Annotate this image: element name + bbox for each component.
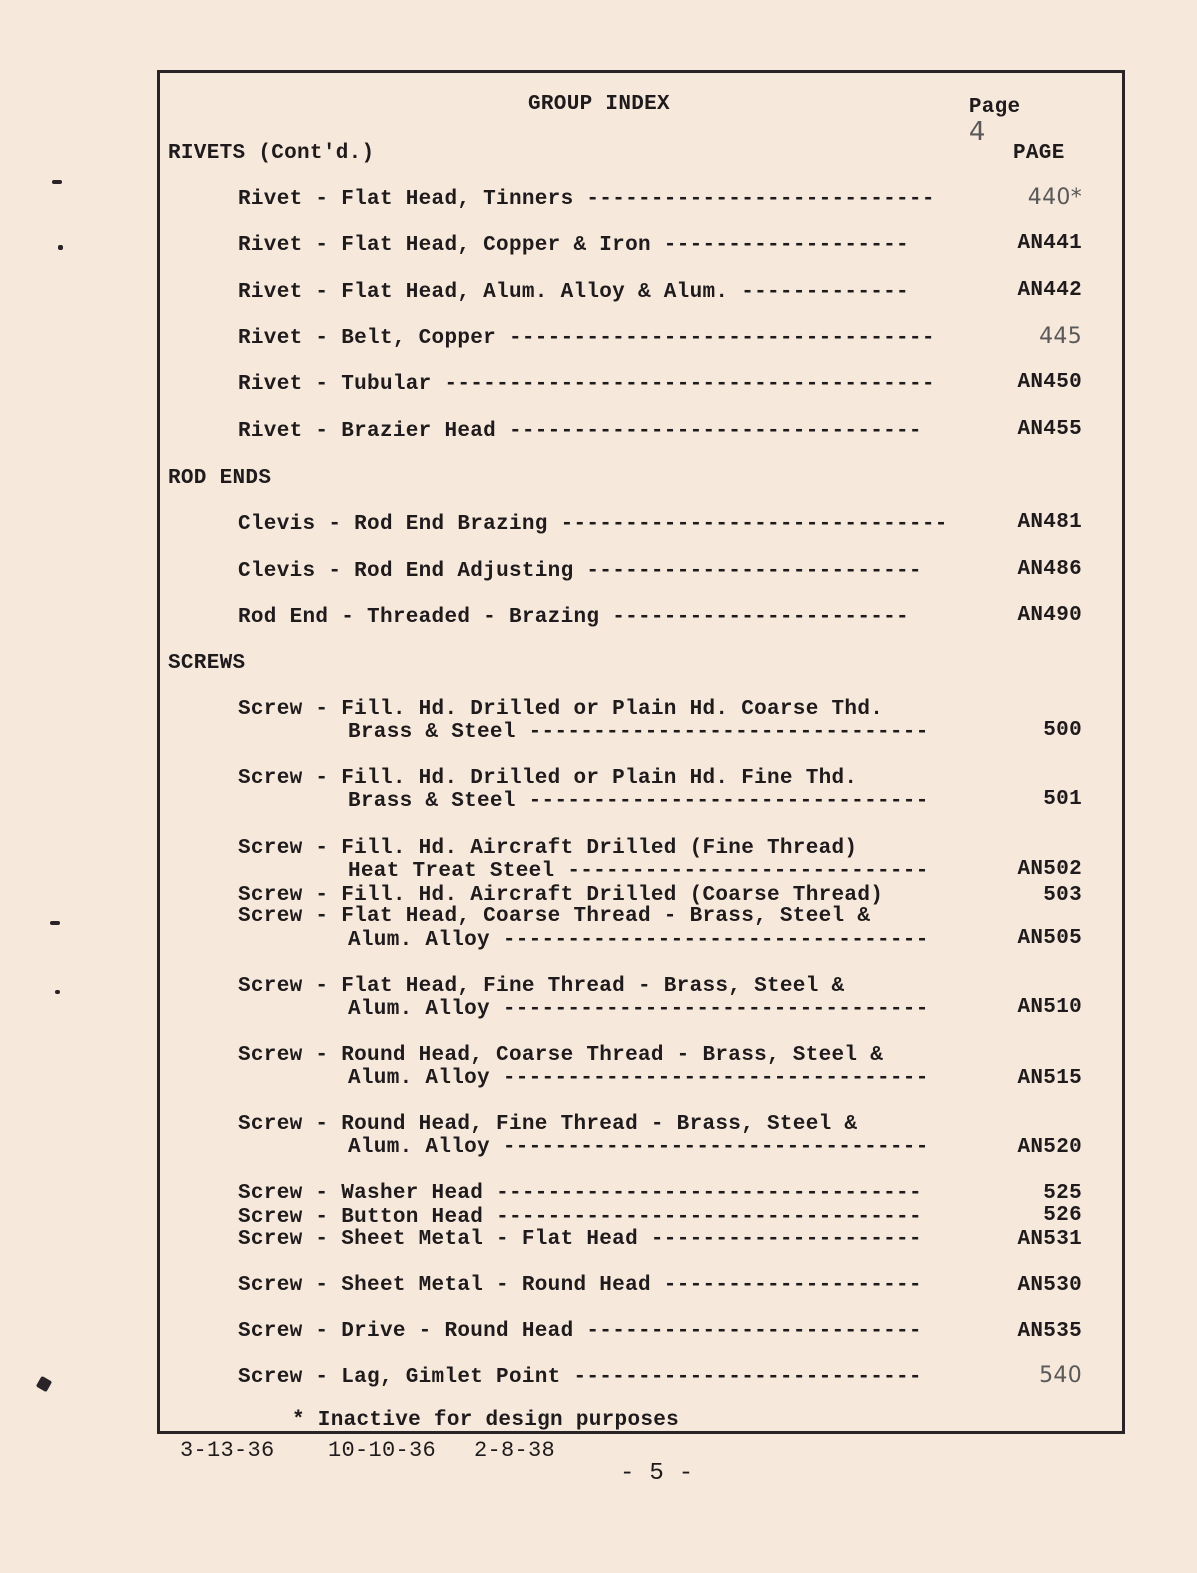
index-entry: Rivet - Tubular -------------------------------------- <box>238 373 935 396</box>
page-number: 4 <box>968 117 986 147</box>
margin-mark <box>36 1376 52 1392</box>
entry-page: 503 <box>1043 884 1082 907</box>
index-entry: Screw - Button Head --------------------------------- <box>238 1206 922 1229</box>
index-entry-continued: Alum. Alloy --------------------------------- <box>348 998 929 1021</box>
index-entry: Clevis - Rod End Brazing ------------------------------ <box>238 513 948 536</box>
entry-page: 440* <box>1027 185 1082 210</box>
index-entry: Rod End - Threaded - Brazing ----------------------- <box>238 606 909 629</box>
margin-mark <box>55 990 60 994</box>
section-heading: SCREWS <box>168 652 246 675</box>
entry-page: 500 <box>1043 719 1082 742</box>
entry-page: AN481 <box>1017 511 1082 534</box>
entry-page: AN441 <box>1017 232 1082 255</box>
entry-page: 540 <box>1039 1363 1082 1388</box>
entry-page: 445 <box>1039 324 1082 349</box>
entry-page: AN486 <box>1017 558 1082 581</box>
index-entry-continued: Brass & Steel ------------------------------- <box>348 721 929 744</box>
entry-page: AN455 <box>1017 418 1082 441</box>
margin-mark <box>50 921 60 925</box>
index-entry: Rivet - Flat Head, Alum. Alloy & Alum. ------------- <box>238 281 909 304</box>
index-entry: Screw - Fill. Hd. Drilled or Plain Hd. Coarse Thd. <box>238 698 884 721</box>
index-entry: Rivet - Belt, Copper --------------------------------- <box>238 327 935 350</box>
index-entry-continued: Alum. Alloy --------------------------------- <box>348 1136 929 1159</box>
entry-page: AN535 <box>1017 1320 1082 1343</box>
page-label-text: Page <box>968 96 1021 119</box>
entry-page: 525 <box>1043 1182 1082 1205</box>
entry-page: AN442 <box>1017 279 1082 302</box>
entry-page: AN510 <box>1017 996 1082 1019</box>
index-entry: Screw - Round Head, Fine Thread - Brass, Steel & <box>238 1113 858 1136</box>
entry-page: 526 <box>1043 1204 1082 1227</box>
index-entry-continued: Brass & Steel ------------------------------- <box>348 790 929 813</box>
index-entry: Screw - Fill. Hd. Aircraft Drilled (Fine Thread) <box>238 837 858 860</box>
index-entry-continued: Heat Treat Steel ---------------------------- <box>348 860 929 883</box>
index-entry: Screw - Round Head, Coarse Thread - Brass, Steel & <box>238 1044 884 1067</box>
index-entry: Screw - Washer Head --------------------------------- <box>238 1182 922 1205</box>
index-entry: Screw - Flat Head, Coarse Thread - Brass, Steel & <box>238 905 871 928</box>
index-entry: Rivet - Brazier Head -------------------------------- <box>238 420 922 443</box>
entry-page: AN450 <box>1017 371 1082 394</box>
index-entry-continued: Alum. Alloy --------------------------------- <box>348 929 929 952</box>
index-entry: Screw - Flat Head, Fine Thread - Brass, Steel & <box>238 975 845 998</box>
entry-page: AN515 <box>1017 1067 1082 1090</box>
revision-date: 2-8-38 <box>474 1438 556 1463</box>
margin-mark <box>58 245 63 250</box>
entry-page: AN520 <box>1017 1136 1082 1159</box>
index-entry: Screw - Fill. Hd. Aircraft Drilled (Coarse Thread) <box>238 884 884 907</box>
revision-date: 10-10-36 <box>328 1438 437 1463</box>
margin-mark <box>52 180 62 184</box>
index-entry-continued: Alum. Alloy --------------------------------- <box>348 1067 929 1090</box>
entry-page: AN502 <box>1017 858 1082 881</box>
column-label: PAGE <box>1013 142 1065 165</box>
footnote: * Inactive for design purposes <box>292 1409 680 1432</box>
index-entry: Screw - Sheet Metal - Round Head -------------------- <box>238 1274 922 1297</box>
page-title: GROUP INDEX <box>528 93 670 116</box>
entry-page: 501 <box>1043 788 1082 811</box>
index-entry: Screw - Drive - Round Head -------------------------- <box>238 1320 922 1343</box>
section-heading: RIVETS (Cont'd.) <box>168 142 375 165</box>
entry-page: AN490 <box>1017 604 1082 627</box>
page-label <box>943 72 1020 148</box>
index-entry: Rivet - Flat Head, Tinners --------------------------- <box>238 188 935 211</box>
index-entry: Screw - Sheet Metal - Flat Head --------------------- <box>238 1228 922 1251</box>
index-entry: Screw - Fill. Hd. Drilled or Plain Hd. Fine Thd. <box>238 767 858 790</box>
entry-page: AN505 <box>1017 927 1082 950</box>
section-heading: ROD ENDS <box>168 467 272 490</box>
revision-date: 3-13-36 <box>180 1438 275 1463</box>
entry-page: AN530 <box>1017 1274 1082 1297</box>
index-entry: Screw - Lag, Gimlet Point --------------------------- <box>238 1366 922 1389</box>
index-entry: Clevis - Rod End Adjusting -------------------------- <box>238 560 922 583</box>
index-entry: Rivet - Flat Head, Copper & Iron ------------------- <box>238 234 909 257</box>
entry-page: AN531 <box>1017 1228 1082 1251</box>
page-footer: - 5 - <box>620 1460 694 1487</box>
